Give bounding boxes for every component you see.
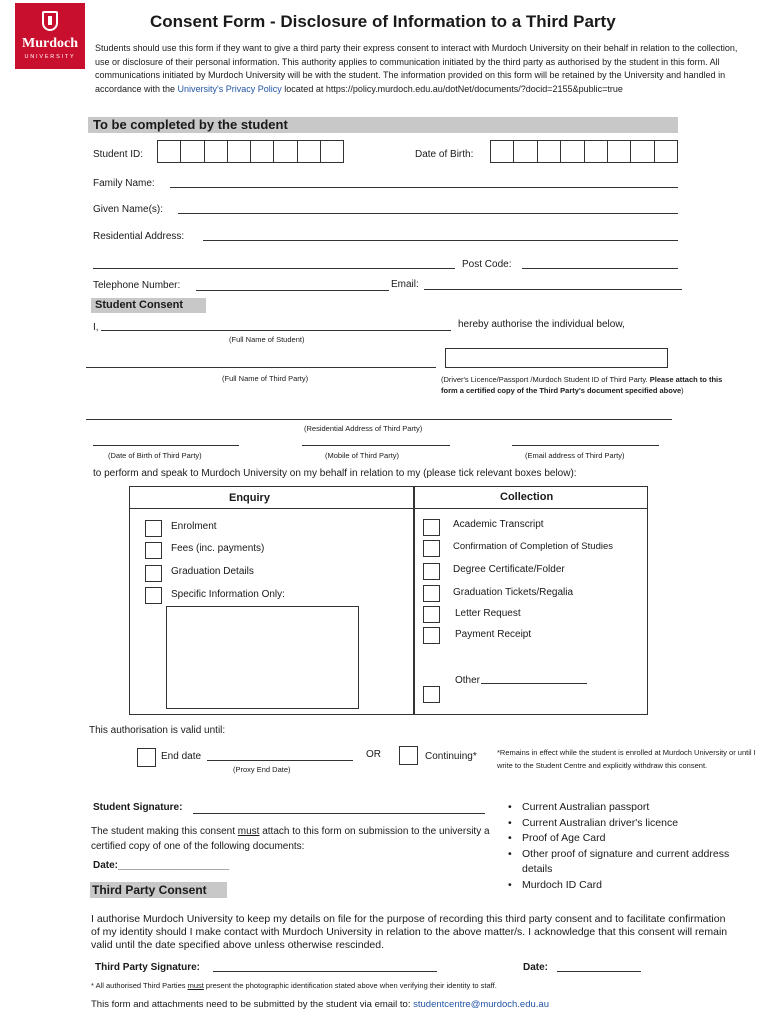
end-date-label: End date (161, 751, 202, 762)
panel-header-divider (129, 508, 648, 509)
checkbox-completion[interactable] (423, 540, 440, 557)
email-label: Email: (391, 279, 419, 290)
enquiry-heading: Enquiry (229, 492, 270, 504)
authorise-text: hereby authorise the individual below, (458, 319, 625, 330)
privacy-policy-link[interactable]: University's Privacy Policy (177, 83, 282, 94)
document-list (508, 800, 758, 893)
id-note-end: ) (681, 386, 684, 395)
third-party-date-field[interactable] (557, 971, 641, 972)
student-signature-field[interactable] (193, 813, 485, 814)
collection-item: Letter Request (455, 608, 521, 619)
checkbox-payment-receipt[interactable] (423, 627, 440, 644)
list-item: • Current Australian driver's licence (508, 816, 758, 832)
given-names-field[interactable] (178, 213, 678, 214)
logo-name: Murdoch (22, 36, 78, 51)
checkbox-graduation-tickets[interactable] (423, 585, 440, 602)
mobile-third-caption: (Mobile of Third Party) (325, 451, 400, 460)
address-field-2[interactable] (93, 268, 455, 269)
consent-i: I, (93, 322, 99, 333)
email-third-caption: (Email address of Third Party) (525, 451, 625, 460)
student-id-boxes[interactable] (157, 140, 344, 163)
list-item: • Murdoch ID Card (508, 878, 758, 894)
crest-icon (42, 11, 58, 31)
validity-label: This authorisation is valid until: (89, 725, 226, 736)
murdoch-logo (15, 3, 85, 69)
id-note-plain: (Driver's Licence/Passport /Murdoch Student ID of Third Party. (441, 375, 650, 384)
dob-third-caption: (Date of Birth of Third Party) (108, 451, 202, 460)
student-date-line: ____________________ (118, 860, 230, 871)
list-item: • Proof of Age Card (508, 831, 758, 847)
student-full-name-field[interactable] (101, 330, 451, 331)
email-field[interactable] (424, 289, 682, 290)
specific-info-textarea[interactable] (166, 606, 359, 709)
third-party-dob-field[interactable] (93, 445, 239, 446)
collection-item: Payment Receipt (455, 629, 532, 640)
third-party-date-label: Date: (523, 962, 549, 973)
dob-label: Date of Birth: (415, 149, 474, 160)
collection-item: Graduation Tickets/Regalia (453, 587, 574, 598)
full-name-third-caption: (Full Name of Third Party) (222, 374, 309, 383)
collection-item: Degree Certificate/Folder (453, 564, 565, 575)
post-code-field[interactable] (522, 268, 678, 269)
collection-item: Confirmation of Completion of Studies (453, 541, 613, 552)
third-party-address-field[interactable] (86, 419, 672, 420)
checkbox-other[interactable] (423, 686, 440, 703)
student-date-text: Date: (93, 860, 119, 871)
list-item: • Current Australian passport (508, 800, 758, 816)
attach-pre: The student making this consent (91, 826, 238, 837)
telephone-field[interactable] (196, 290, 389, 291)
intro-body: Students should use this form if they want to give a third party their express consent to interact with Murdoch University on their behalf in relation to the collection, use or disclosure of their personal information. This authority applies to communication initiated by the third party as authorised by the student in this form. All communications initiated by Murdoch University will be with the student. The information provided on this form will be retained by the University and handled in accordance with the (95, 43, 738, 94)
submit-label: This form and attachments need to be submitted by the student via email to: (91, 999, 414, 1010)
checkbox-specific-info[interactable] (145, 587, 162, 604)
address-field-1[interactable] (203, 240, 678, 241)
checkbox-letter-request[interactable] (423, 606, 440, 623)
checkbox-enrolment[interactable] (145, 520, 162, 537)
student-consent-heading: Student Consent (91, 298, 206, 313)
note-post: present the photographic identification stated above when verifying their identity to staff. (203, 981, 497, 990)
enquiry-item: Fees (inc. payments) (171, 543, 265, 554)
given-names-label: Given Name(s): (93, 204, 164, 215)
checkbox-degree-certificate[interactable] (423, 563, 440, 580)
collection-other-label: Other (455, 675, 481, 686)
checkbox-continuing[interactable] (399, 746, 418, 765)
dob-boxes[interactable] (490, 140, 678, 163)
attach-text (91, 825, 491, 854)
intro-tail: located at https://policy.murdoch.edu.au/dotNet/documents/?docid=2155&public=true (281, 83, 623, 94)
third-party-email-field[interactable] (512, 445, 659, 446)
collection-other-field[interactable] (481, 683, 587, 684)
third-party-mobile-field[interactable] (302, 445, 450, 446)
third-party-id-box[interactable] (445, 348, 668, 368)
checkbox-graduation-details[interactable] (145, 565, 162, 582)
post-code-label: Post Code: (462, 259, 512, 270)
third-party-note (91, 981, 497, 990)
third-party-text: I authorise Murdoch University to keep my details on file for the purpose of recording this third party consent and to facilitate confirmation of my identity should I make contact with Murdoch University in relation to the above matter/s. I acknowledge that this consent will remain valid until the date specified above unless otherwise rescinded. (91, 913, 728, 951)
enquiry-item: Specific Information Only: (171, 589, 285, 600)
submit-email-link[interactable]: studentcentre@murdoch.edu.au (413, 999, 549, 1010)
collection-item: Academic Transcript (453, 519, 544, 530)
full-name-student-caption: (Full Name of Student) (229, 335, 305, 344)
address-label: Residential Address: (93, 231, 185, 242)
student-id-label: Student ID: (93, 149, 144, 160)
attach-post: attach to this form on submission to the university a certified copy of one of the following documents: (91, 826, 490, 852)
third-party-heading: Third Party Consent (90, 882, 227, 898)
telephone-label: Telephone Number: (93, 280, 181, 291)
page-title: Consent Form - Disclosure of Information to a Third Party (150, 12, 616, 31)
student-date-label (93, 860, 229, 871)
continuing-note: *Remains in effect while the student is enrolled at Murdoch University or until I write to the Student Centre and explicitly withdraw this consent. (497, 748, 756, 770)
third-party-name-field[interactable] (86, 367, 436, 368)
family-name-field[interactable] (170, 187, 678, 188)
res-address-caption: (Residential Address of Third Party) (304, 424, 423, 433)
proxy-end-date-caption: (Proxy End Date) (233, 765, 291, 774)
checkbox-academic-transcript[interactable] (423, 519, 440, 536)
checkbox-fees[interactable] (145, 542, 162, 559)
student-section-heading: To be completed by the student (88, 117, 678, 133)
note-must: must (187, 981, 204, 990)
student-signature-label: Student Signature: (93, 802, 183, 813)
third-party-signature-field[interactable] (213, 971, 437, 972)
intro-text (95, 42, 745, 96)
family-name-label: Family Name: (93, 178, 155, 189)
enquiry-item: Enrolment (171, 521, 217, 532)
perform-text: to perform and speak to Murdoch University on my behalf in relation to my (please tick relevant boxes below): (93, 468, 577, 479)
checkbox-end-date[interactable] (137, 748, 156, 767)
continuing-label: Continuing* (425, 751, 477, 762)
submit-text (91, 999, 549, 1010)
or-label: OR (366, 749, 381, 760)
id-note (441, 374, 741, 396)
note-pre: * All authorised Third Parties (91, 981, 188, 990)
enquiry-item: Graduation Details (171, 566, 254, 577)
end-date-field[interactable] (207, 760, 353, 761)
attach-must: must (237, 826, 260, 837)
list-item: • Other proof of signature and current address details (508, 847, 758, 878)
id-note-bold: Please attach to this form a certified copy of the Third Party's document specified above (441, 375, 723, 395)
collection-heading: Collection (500, 491, 554, 503)
third-party-signature-label: Third Party Signature: (95, 962, 201, 973)
logo-sub: UNIVERSITY (24, 54, 76, 60)
